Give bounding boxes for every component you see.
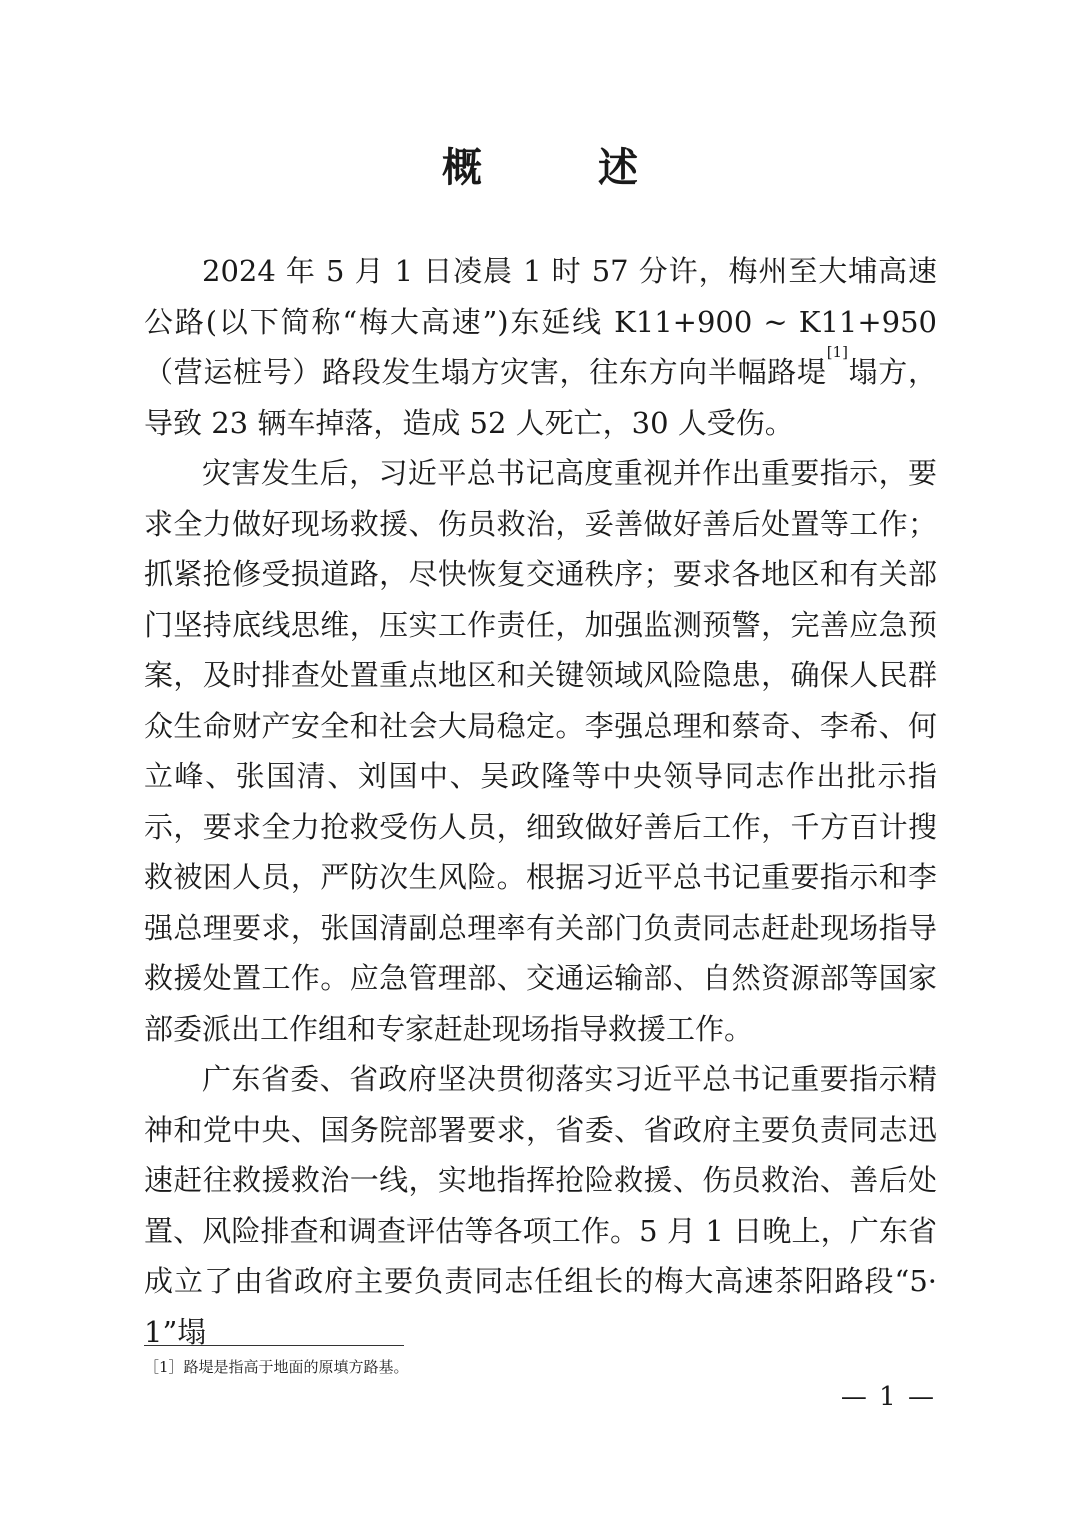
paragraph-1-text-before: 2024 年 5 月 1 日凌晨 1 时 57 分许，梅州至大埔高速公路(以下简称“梅大高速”)东延线 K11+900 ~ K11+950（营运桩号）路段发生塌方灾害，往东方向半幅路堤 bbox=[144, 254, 937, 389]
body-text bbox=[144, 246, 937, 1357]
paragraph-1-text-after: 塌方，导致 23 辆车掉落，造成 52 人死亡，30 人受伤。 bbox=[144, 355, 937, 440]
page-number: — 1 — bbox=[840, 1382, 936, 1412]
page-title: 概 述 bbox=[442, 144, 676, 191]
footnote-reference: [1] bbox=[826, 343, 848, 361]
paragraph-1 bbox=[144, 246, 937, 448]
footnote-divider bbox=[144, 1345, 404, 1346]
paragraph-3: 广东省委、省政府坚决贯彻落实习近平总书记重要指示精神和党中央、国务院部署要求，省委、省政府主要负责同志迅速赶往救援救治一线，实地指挥抢险救援、伤员救治、善后处置、风险排查和调查评估等各项工作。5 月 1 日晚上，广东省成立了由省政府主要负责同志任组长的梅大高速茶阳路段“5·1”塌 bbox=[144, 1062, 937, 1349]
paragraph-2: 灾害发生后，习近平总书记高度重视并作出重要指示，要求全力做好现场救援、伤员救治，妥善做好善后处置等工作；抓紧抢修受损道路，尽快恢复交通秩序；要求各地区和有关部门坚持底线思维，压实工作责任，加强监测预警，完善应急预案，及时排查处置重点地区和关键领域风险隐患，确保人民群众生命财产安全和社会大局稳定。李强总理和蔡奇、李希、何立峰、张国清、刘国中、吴政隆等中央领导同志作出批示指示，要求全力抢救受伤人员，细致做好善后工作，千方百计搜救被困人员，严防次生风险。根据习近平总书记重要指示和李强总理要求，张国清副总理率有关部门负责同志赶赴现场指导救援处置工作。应急管理部、交通运输部、自然资源部等国家部委派出工作组和专家赶赴现场指导救援工作。 bbox=[144, 456, 937, 1046]
footnote: ［1］路堤是指高于地面的原填方路基。 bbox=[144, 1358, 409, 1376]
